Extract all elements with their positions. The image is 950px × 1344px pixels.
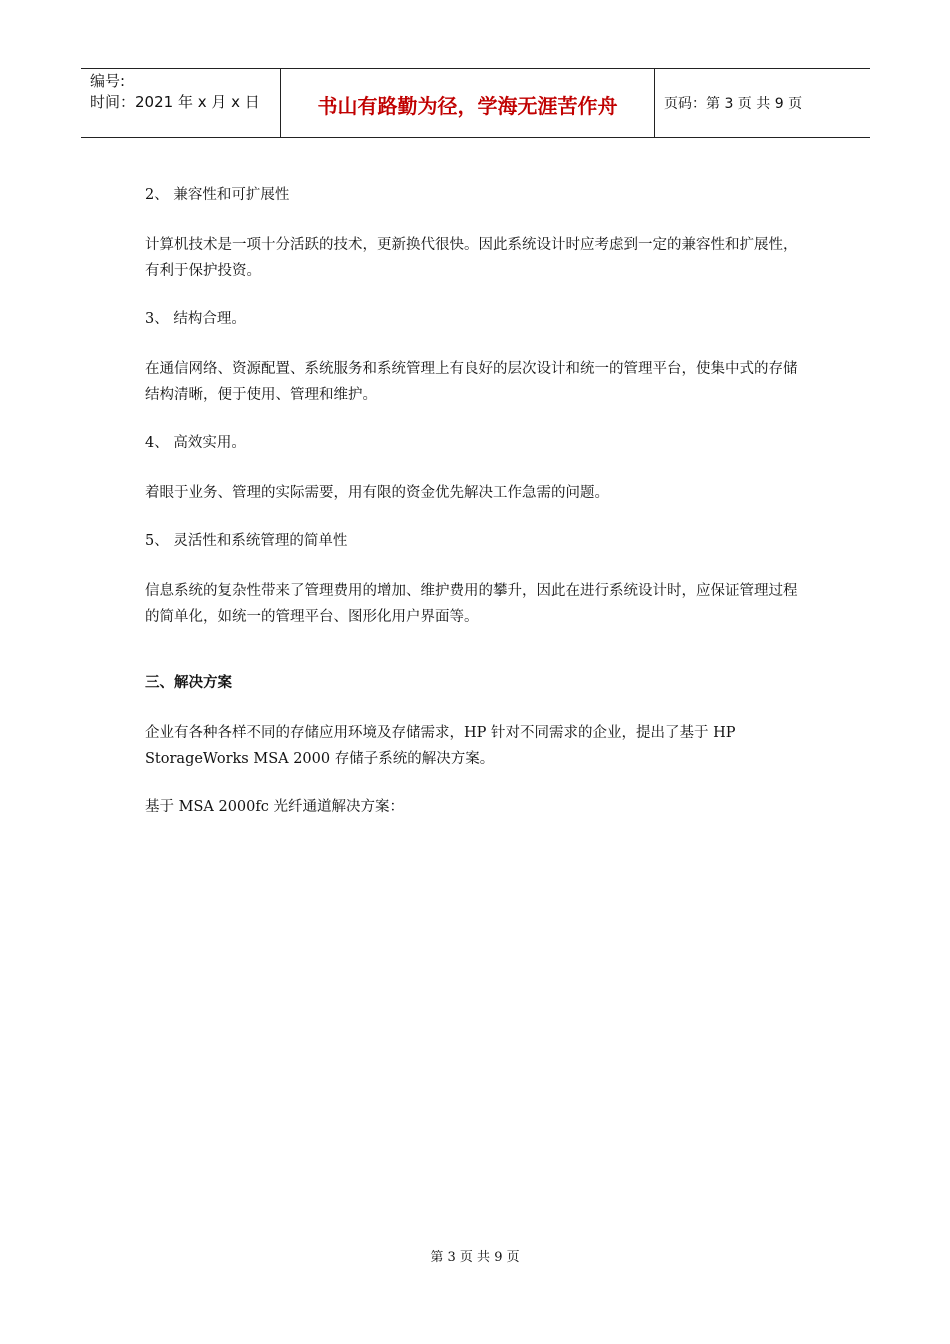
header-motto: 书山有路勤为径，学海无涯苦作舟 [281,69,655,137]
document-date-label: 时间：2021 年 x 月 x 日 [90,93,260,111]
document-number-label: 编号: [90,72,126,90]
page-footer: 第 3 页 共 9 页 [430,1250,520,1265]
item-3-text: 在通信网络、资源配置、系统服务和系统管理上有良好的层次设计和统一的管理平台，使集中式的存储结构清晰，便于使用、管理和维护。 [145,361,798,403]
header-meta [81,69,281,137]
item-2-text: 计算机技术是一项十分活跃的技术，更新换代很快。因此系统设计时应考虑到一定的兼容性和扩展性，有利于保护投资。 [145,237,798,279]
item-5-text: 信息系统的复杂性带来了管理费用的增加、维护费用的攀升，因此在进行系统设计时，应保证管理过程的简单化，如统一的管理平台、图形化用户界面等。 [145,583,798,625]
msa-solution-line: 基于 MSA 2000fc 光纤通道解决方案： [145,799,404,815]
section-3-text: 企业有各种各样不同的存储应用环境及存储需求，HP 针对不同需求的企业，提出了基于 HP StorageWorks MSA 2000 存储子系统的解决方案。 [145,725,736,767]
item-2-title: 2、 兼容性和可扩展性 [145,187,290,203]
item-4-title: 4、 高效实用。 [145,435,246,451]
header-page-number: 页码：第 3 页 共 9 页 [664,96,803,112]
document-body [145,182,810,820]
item-5-title: 5、 灵活性和系统管理的简单性 [145,533,348,549]
item-3-title: 3、 结构合理。 [145,311,246,327]
section-3-heading: 三、解决方案 [145,675,232,691]
page-header [81,68,870,138]
item-4-text: 着眼于业务、管理的实际需要，用有限的资金优先解决工作急需的问题。 [145,485,609,501]
